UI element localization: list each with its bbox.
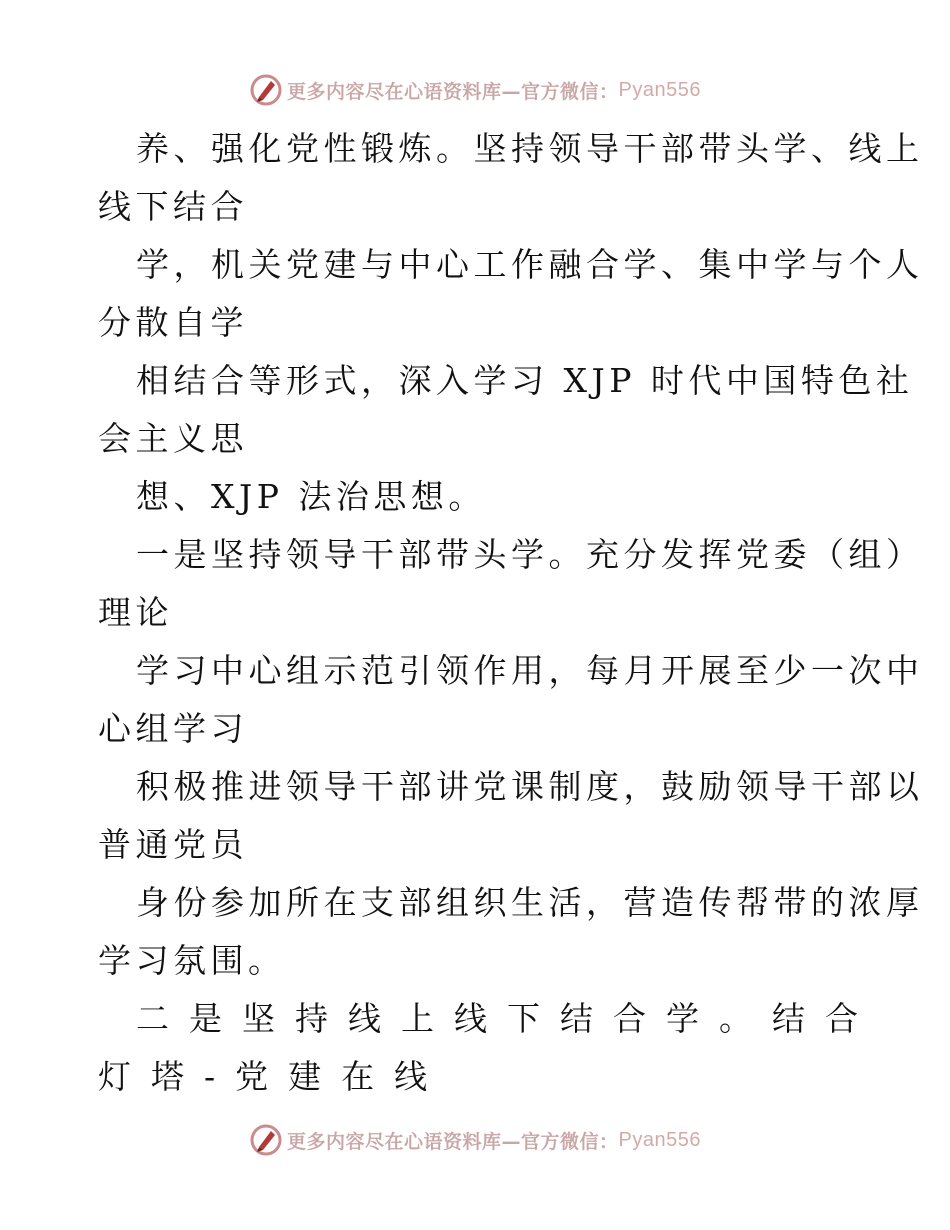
body-line: 相结合等形式，深入学习 XJP 时代中国特色社 xyxy=(136,361,914,400)
body-line: 线下结合 xyxy=(98,187,248,226)
body-line: 灯塔-党建在线 xyxy=(98,1057,448,1096)
body-line: 会主义思 xyxy=(98,419,248,458)
body-line: 学习中心组示范引领作用，每月开展至少一次中 xyxy=(136,651,924,690)
body-line: 学习氛围。 xyxy=(98,941,286,980)
watermark-id: Pyan556 xyxy=(618,1128,701,1151)
watermark-text: 更多内容尽在心语资料库—官方微信： xyxy=(287,80,619,103)
body-line: 理论 xyxy=(98,593,173,632)
body-line: 心组学习 xyxy=(98,709,248,748)
pen-nib-logo-icon xyxy=(249,1123,283,1157)
body-line: 想、XJP 法治思想。 xyxy=(136,477,486,516)
body-line: 普通党员 xyxy=(98,825,248,864)
body-line: 学，机关党建与中心工作融合学、集中学与个人 xyxy=(136,245,924,284)
body-line: 积极推进领导干部讲党课制度，鼓励领导干部以 xyxy=(136,767,924,806)
body-line: 身份参加所在支部组织生活，营造传帮带的浓厚 xyxy=(136,883,924,922)
pen-nib-logo-icon xyxy=(249,73,283,107)
watermark-id: Pyan556 xyxy=(618,78,701,101)
body-line: 一是坚持领导干部带头学。充分发挥党委（组） xyxy=(136,535,924,574)
footer-watermark xyxy=(0,1120,950,1160)
header-watermark xyxy=(0,70,950,110)
body-line: 二是坚持线上线下结合学。结合 xyxy=(136,999,878,1038)
body-line: 分散自学 xyxy=(98,303,248,342)
body-line: 养、强化党性锻炼。坚持领导干部带头学、线上 xyxy=(136,129,924,168)
watermark-text: 更多内容尽在心语资料库—官方微信： xyxy=(287,1130,619,1153)
